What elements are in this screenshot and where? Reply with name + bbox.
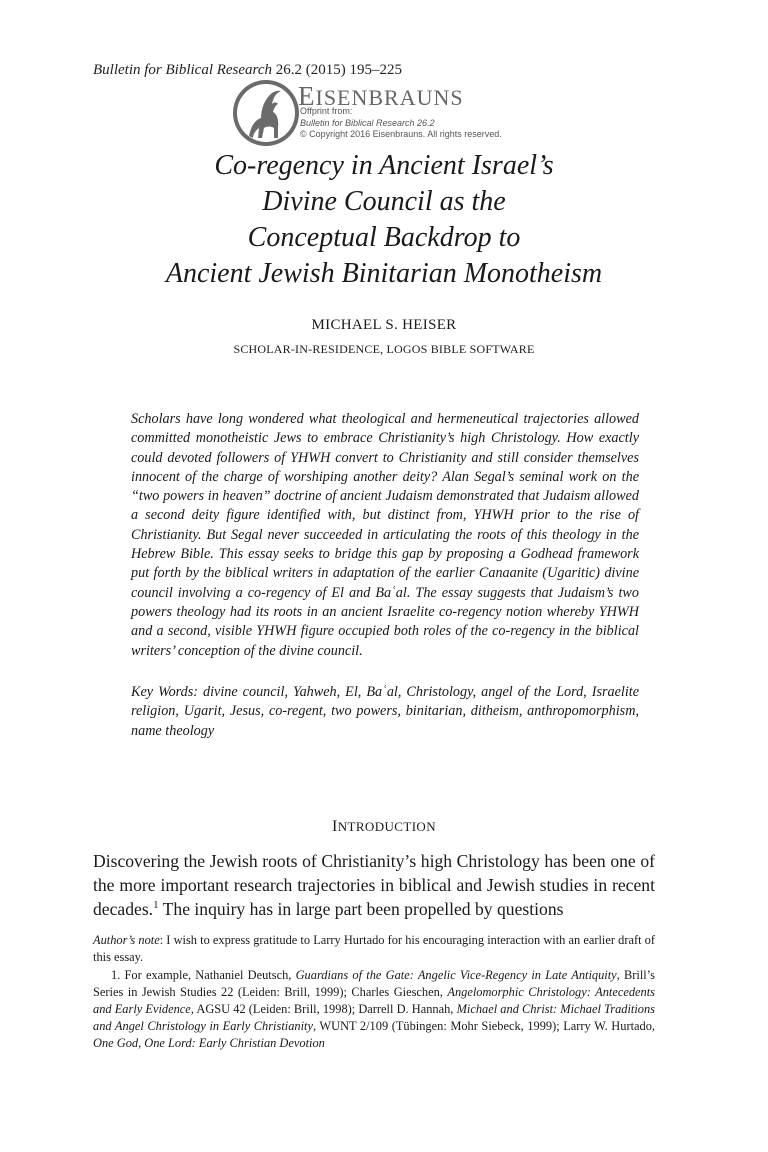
- footnote-marker[interactable]: 1: [153, 899, 159, 912]
- journal-citation: [93, 62, 402, 79]
- section-heading: INTRODUCTION: [331, 818, 437, 835]
- divine-name: YHWH: [256, 623, 297, 640]
- title-line: Divine Council as the: [262, 186, 506, 217]
- cited-title: Michael and Christ: Michael Traditions and Angel Christology in Early Christianity: [93, 1002, 655, 1033]
- cited-title: Guardians of the Gate: Angelic Vice-Regency in Late Antiquity: [295, 968, 617, 982]
- author-name: MICHAEL S. HEISER: [311, 317, 457, 333]
- divine-name: YHWH: [473, 507, 514, 524]
- divine-name: YHWH: [290, 449, 331, 466]
- keywords: Key Words: divine council, Yahweh, El, Baʿal, Christology, angel of the Lord, Israelite religion, Ugarit, Jesus, co-regent, two powers, binitarian, ditheism, anthropomorphism, name theology: [131, 684, 639, 739]
- publisher-name: EISENBRAUNS: [298, 81, 464, 111]
- cited-title: One God, One Lord: Early Christian Devotion: [93, 1036, 325, 1050]
- title-line: Conceptual Backdrop to: [247, 222, 521, 253]
- offprint-notice: [300, 106, 502, 141]
- ibex-logo-icon: [231, 78, 301, 148]
- offprint-label: Offprint from:: [300, 106, 353, 116]
- author-note: Author’s note: I wish to express gratitude to Larry Hurtado for his encouraging interaction with an earlier draft of this essay.: [93, 933, 655, 964]
- body-paragraph: Discovering the Jewish roots of Christianity’s high Christology has been one of the more important research trajectories in biblical and Jewish studies in recent decades.$^1$ The inquiry has in large part been propelled by questions: [93, 851, 655, 919]
- title-line: Ancient Jewish Binitarian Monotheism: [165, 258, 603, 289]
- title-line: Co-regency in Ancient Israel’s: [214, 150, 554, 181]
- offprint-source: Bulletin for Biblical Research 26.2: [300, 117, 435, 128]
- copyright-notice: © Copyright 2016 Eisenbrauns. All rights reserved.: [300, 129, 502, 139]
- journal-name: Bulletin for Biblical Research: [93, 62, 272, 78]
- divine-name: YHWH: [598, 603, 639, 620]
- abstract: Scholars have long wondered what theological and hermeneutical trajectories allowed committed monotheistic Jews to embrace Christianity’s high Christology. How exactly could devoted followers of YHWH convert to Christianity and still consider themselves innocent of the charge of worshiping another deity? Alan Segal’s seminal work on the “two powers in heaven” doctrine of ancient Judaism demonstrated that Judaism allowed a second deity figure identified with, but distinct from, YHWH prior to the rise of Christianity. But Segal never succeeded in articulating the roots of this theology in the Hebrew Bible. This essay seeks to bridge this gap by proposing a Godhead framework put forth by the biblical writers in adaptation of the earlier Canaanite (Ugaritic) divine council involving a co-regency of El and Baʿal. The essay suggests that Judaism’s two powers theology had its roots in an ancient Israelite co-regency notion whereby YHWH and a second, visible YHWH figure occupied both roles of the co-regency in the biblical writers’ conception of the divine council.: [131, 411, 639, 659]
- footnote-1: 1. For example, Nathaniel Deutsch, Guardians of the Gate: Angelic Vice-Regency in Late Antiquity, Brill’s Series in Jewish Studies 22 (Leiden: Brill, 1999); Charles Gieschen, Angelomorphic Christology: Antecedents and Early Evidence, AGSU 42 (Leiden: Brill, 1998); Darrell D. Hannah, Michael and Christ: Michael Traditions and Angel Christology in Early Christianity, WUNT 2/109 (Tübingen: Mohr Siebeck, 1999); Larry W. Hurtado, One God, One Lord: Early Christian Devotion: [93, 968, 656, 1050]
- article-title: [0, 148, 768, 292]
- journal-volume-pages: 26.2 (2015) 195–225: [272, 62, 402, 78]
- cited-title: Angelomorphic Christology: Antecedents and Early Evidence: [93, 985, 655, 1016]
- author-affiliation: SCHOLAR-IN-RESIDENCE, LOGOS BIBLE SOFTWARE: [233, 342, 535, 356]
